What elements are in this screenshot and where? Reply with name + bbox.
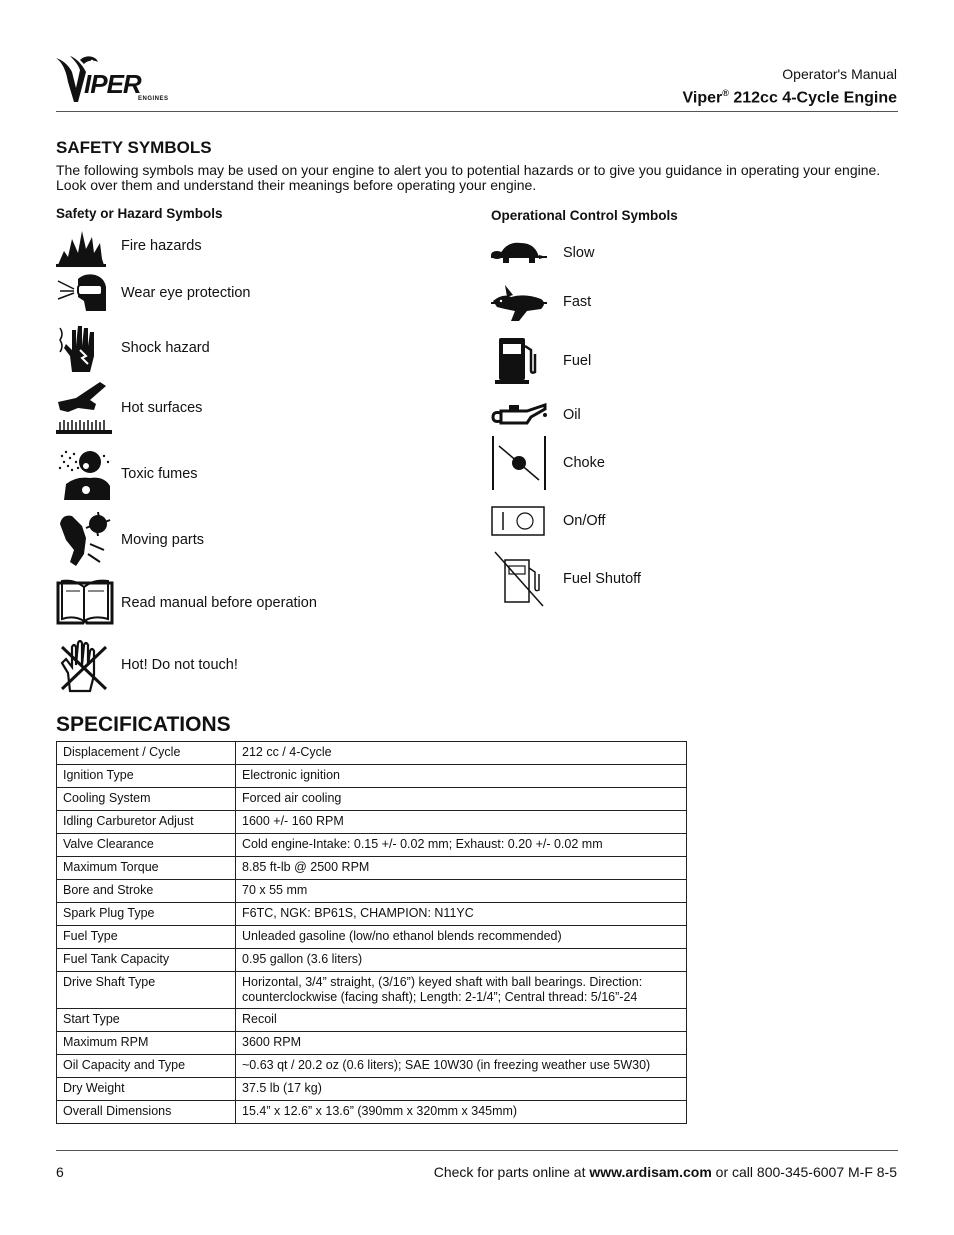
eye-protection-icon (56, 271, 110, 315)
control-item-fast: Fast (491, 280, 591, 324)
table-row: Maximum Torque 8.85 ft-lb @ 2500 RPM (57, 857, 687, 880)
shock-icon (56, 322, 106, 374)
footer-contact: Check for parts online at www.ardisam.com or call 800-345-6007 M-F 8-5 (433, 1164, 897, 1180)
hazard-item-moving-parts: Moving parts (56, 510, 204, 570)
on-off-icon (491, 506, 545, 536)
hazard-heading: Safety or Hazard Symbols (56, 206, 223, 221)
table-row: Bore and Stroke 70 x 55 mm (57, 880, 687, 903)
table-row: Drive Shaft Type Horizontal, 3/4” straight, (3/16”) keyed shaft with ball bearings. Direction: counterclockwise (facing shaft); Length: 2-1/4”; Central thread: 5/16”-24 (57, 972, 687, 1009)
table-row: Fuel Tank Capacity 0.95 gallon (3.6 liters) (57, 949, 687, 972)
safety-heading: SAFETY SYMBOLS (56, 138, 212, 157)
control-item-oil: Oil (491, 400, 581, 430)
table-row: Fuel Type Unleaded gasoline (low/no ethanol blends recommended) (57, 926, 687, 949)
turtle-icon (491, 239, 547, 267)
control-item-fuel: Fuel (491, 336, 591, 386)
control-item-choke: Choke (491, 436, 605, 490)
parts-website-link[interactable]: www.ardisam.com (589, 1164, 712, 1180)
logo-sub: ENGINES (138, 96, 169, 102)
table-row: Idling Carburetor Adjust 1600 +/- 160 RPM (57, 811, 687, 834)
table-row: Start Type Recoil (57, 1009, 687, 1032)
logo-wordmark: IPER (84, 69, 141, 99)
hazard-item-fire: Fire hazards (56, 224, 202, 268)
document-header (683, 66, 897, 109)
safety-intro: The following symbols may be used on your engine to alert you to potential hazards or to give you guidance in operating your engine. Look over them and understand their meanings before operating your engine. (56, 162, 881, 193)
hazard-item-no-touch: Hot! Do not touch! (56, 636, 238, 694)
rabbit-icon (491, 281, 547, 323)
table-row: Overall Dimensions 15.4” x 12.6” x 13.6” (390mm x 320mm x 345mm) (57, 1101, 687, 1124)
hot-surface-icon (56, 380, 112, 436)
page-number: 6 (56, 1164, 64, 1180)
table-row: Displacement / Cycle 212 cc / 4-Cycle (57, 742, 687, 765)
hazard-item-eye: Wear eye protection (56, 270, 251, 316)
manual-subtitle: Operator's Manual (782, 66, 897, 82)
manual-title: Viper® 212cc 4-Cycle Engine (682, 88, 897, 107)
fuel-pump-icon (491, 336, 541, 386)
toxic-fumes-icon (56, 446, 112, 502)
hazard-item-manual: Read manual before operation (56, 578, 317, 628)
moving-parts-icon (56, 510, 112, 570)
choke-icon (491, 436, 547, 490)
table-row: Maximum RPM 3600 RPM (57, 1032, 687, 1055)
fire-icon (56, 225, 106, 267)
header-rule (56, 111, 898, 112)
specifications-table (56, 741, 687, 1124)
hazard-item-shock: Shock hazard (56, 322, 210, 374)
control-item-fuel-shutoff: Fuel Shutoff (491, 550, 641, 608)
table-row: Oil Capacity and Type ~0.63 qt / 20.2 oz (0.6 liters); SAE 10W30 (in freezing weather use 5W30) (57, 1055, 687, 1078)
control-heading: Operational Control Symbols (491, 208, 678, 223)
table-row: Dry Weight 37.5 lb (17 kg) (57, 1078, 687, 1101)
footer-rule (56, 1150, 898, 1151)
no-touch-icon (56, 637, 112, 693)
table-row: Cooling System Forced air cooling (57, 788, 687, 811)
hazard-item-hot-surface: Hot surfaces (56, 380, 202, 436)
book-icon (56, 579, 114, 627)
control-item-slow: Slow (491, 236, 594, 270)
specifications-heading: SPECIFICATIONS (56, 713, 231, 736)
table-row: Spark Plug Type F6TC, NGK: BP61S, CHAMPION: N11YC (57, 903, 687, 926)
hazard-item-toxic: Toxic fumes (56, 446, 198, 502)
table-row: Ignition Type Electronic ignition (57, 765, 687, 788)
oil-can-icon (491, 403, 547, 427)
control-item-on-off: On/Off (491, 505, 605, 537)
fuel-shutoff-icon (491, 550, 547, 608)
table-row: Valve Clearance Cold engine-Intake: 0.15 +/- 0.02 mm; Exhaust: 0.20 +/- 0.02 mm (57, 834, 687, 857)
